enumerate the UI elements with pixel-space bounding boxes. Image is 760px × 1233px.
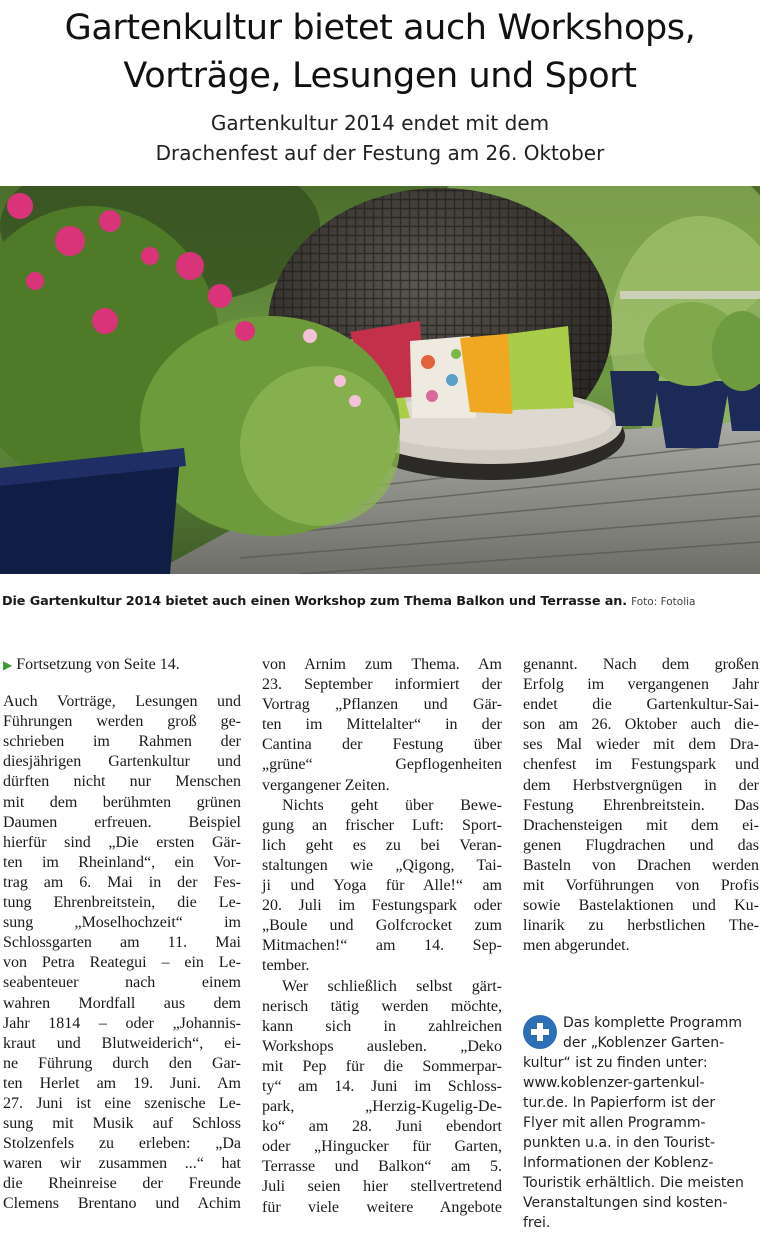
- info-line: kultur“ ist zu finden unter:: [523, 1055, 708, 1071]
- line: kraut und Blutweiderich“, ei-: [3, 1034, 241, 1052]
- line: linarik zu herbstlichen The-: [523, 917, 759, 935]
- headline-line-1: Gartenkultur bietet auch Workshops,: [64, 8, 696, 48]
- article-column-3: [523, 655, 759, 956]
- line: park, „Herzig-Kugelig-De-: [262, 1098, 502, 1116]
- line: son am 26. Oktober auch die-: [523, 716, 759, 734]
- line: „Boule und Golfcrocket zum: [262, 917, 502, 935]
- line: dürften nicht nur Menschen: [3, 773, 241, 791]
- line: genen Flugdrachen und das: [523, 836, 759, 854]
- line: ten im Mittelalter“ in der: [262, 716, 502, 734]
- arrow-right-icon: ▶: [3, 658, 13, 672]
- line: für viele weitere Angebote: [262, 1198, 502, 1216]
- line: Stolzenfels zu erleben: „Da: [3, 1135, 241, 1153]
- photo-caption: [2, 593, 758, 611]
- line: hierfür sind „Die ersten Gär-: [3, 833, 241, 851]
- line: Drachensteigen mit dem ei-: [523, 816, 759, 834]
- line: ty“ am 14. Juni im Schloss-: [262, 1077, 502, 1095]
- line: ne Führung durch den Gar-: [3, 1054, 241, 1072]
- line: Juli seien hier stellvertretend: [262, 1178, 502, 1196]
- info-line: Flyer mit allen Programm-: [523, 1115, 706, 1131]
- line: mit Vorführungen von Profis: [523, 877, 759, 895]
- line: Basteln von Drachen werden: [523, 856, 759, 874]
- subheadline: [0, 108, 760, 168]
- line: seabenteuer nach einem: [3, 974, 241, 992]
- line: diesjährigen Gartenkultur und: [3, 753, 241, 771]
- headline: [0, 4, 760, 100]
- line: von Petra Reategui – ein Le-: [3, 954, 241, 972]
- line: mit Pep für die Sommerpar-: [262, 1057, 502, 1075]
- line: nerisch tätig werden möchte,: [262, 997, 502, 1015]
- info-line: Das komplette Programm: [563, 1015, 743, 1031]
- line: Nichts geht über Bewe-: [282, 796, 502, 814]
- line: Cantina der Festung über: [262, 736, 502, 754]
- garden-photo: [0, 186, 760, 574]
- info-line: frei.: [523, 1215, 551, 1231]
- line: schrieben im Rahmen der: [3, 733, 241, 751]
- line: ko“ am 28. Juni ebendort: [262, 1118, 502, 1136]
- line: Daumen erfreuen. Beispiel: [3, 813, 241, 831]
- line: Workshops ausleben. „Deko: [262, 1037, 502, 1055]
- line: vergangener Zeiten.: [262, 776, 390, 794]
- line: waren wir zusammen ...“ hat: [3, 1155, 241, 1173]
- line: wahren Mordfall aus dem: [3, 994, 241, 1012]
- line: von Arnim zum Thema. Am: [262, 656, 502, 673]
- line: 23. September informiert der: [262, 676, 502, 694]
- line: Clemens Brentano und Achim: [3, 1195, 241, 1213]
- photo-credit: Foto: Fotolia: [631, 596, 696, 608]
- line: ten im Rheinland“, ein Vor-: [3, 853, 241, 871]
- program-info-box: [523, 1013, 759, 1233]
- line: „grüne“ Gepflogenheiten: [262, 756, 502, 774]
- headline-line-2: Vorträge, Lesungen und Sport: [123, 56, 637, 96]
- line: dem Herbstvergnügen in der: [523, 776, 759, 794]
- info-line: der „Koblenzer Garten-: [563, 1035, 725, 1051]
- line: Führungen werden groß ge-: [3, 713, 241, 731]
- line: men abgerundet.: [523, 937, 630, 955]
- line: chenfest im Festungspark und: [523, 756, 759, 774]
- line: endet die Gartenkultur-Sai-: [523, 696, 759, 714]
- line: trag am 6. Mai in der Fes-: [3, 873, 241, 891]
- line: Terrasse und Balkon“ am 5.: [262, 1158, 502, 1176]
- info-line: Veranstaltungen sind kosten-: [523, 1195, 728, 1211]
- line: sung „Moselhochzeit“ im: [3, 914, 241, 932]
- line: ses Mal wieder mit dem Dra-: [523, 736, 759, 754]
- plus-icon: [523, 1015, 557, 1049]
- continuation-note: [3, 655, 241, 675]
- subheadline-line-2: Drachenfest auf der Festung am 26. Oktober: [155, 141, 605, 165]
- line: Auch Vorträge, Lesungen und: [3, 693, 241, 711]
- info-line: Informationen der Koblenz-: [523, 1155, 714, 1171]
- line: kann sich in zahlreichen: [262, 1017, 502, 1035]
- caption-text: Die Gartenkultur 2014 bietet auch einen Workshop zum Thema Balkon und Terrasse an.: [2, 594, 628, 609]
- line: Wer schließlich selbst gärt-: [282, 977, 502, 995]
- subheadline-line-1: Gartenkultur 2014 endet mit dem: [210, 111, 550, 135]
- continuation-text: Fortsetzung von Seite 14.: [16, 656, 180, 673]
- line: Jahr 1814 – oder „Johannis-: [3, 1014, 241, 1032]
- line: Mitmachen!“ am 14. Sep-: [262, 937, 502, 955]
- info-line: tur.de. In Papierform ist der: [523, 1095, 716, 1111]
- info-line: Touristik erhältlich. Die meisten: [523, 1175, 744, 1191]
- line: tung Ehrenbreitstein, die Le-: [3, 894, 241, 912]
- line: tember.: [262, 957, 310, 975]
- line: 20. Juli im Festungspark oder: [262, 897, 502, 915]
- line: mit dem berühmten grünen: [3, 793, 241, 811]
- info-line: punkten u.a. in den Tourist-: [523, 1135, 716, 1151]
- line: Vortrag „Pflanzen und Gär-: [262, 696, 502, 714]
- line: oder „Hingucker für Garten,: [262, 1138, 502, 1156]
- line: genannt. Nach dem großen: [523, 656, 759, 673]
- line: staltungen wie „Qigong, Tai-: [262, 856, 502, 874]
- line: ten Herlet am 19. Juni. Am: [3, 1074, 241, 1092]
- line: lich geht es zu bei Veran-: [262, 836, 502, 854]
- article-column-1: [3, 655, 241, 1215]
- line: Festung Ehrenbreitstein. Das: [523, 796, 759, 814]
- line: 27. Juni ist eine szenische Le-: [3, 1094, 241, 1112]
- line: sowie Bastelaktionen und Ku-: [523, 897, 759, 915]
- line: Schlossgarten am 11. Mai: [3, 934, 241, 952]
- info-line: www.koblenzer-gartenkul-: [523, 1075, 705, 1091]
- line: Erfolg im vergangenen Jahr: [523, 676, 759, 694]
- line: ji und Yoga für Alle!“ am: [262, 877, 502, 895]
- line: die Rheinreise der Freunde: [3, 1175, 241, 1193]
- article-column-2: [262, 655, 502, 1218]
- line: gung an frischer Luft: Sport-: [262, 816, 502, 834]
- line: sung mit Musik auf Schloss: [3, 1115, 241, 1133]
